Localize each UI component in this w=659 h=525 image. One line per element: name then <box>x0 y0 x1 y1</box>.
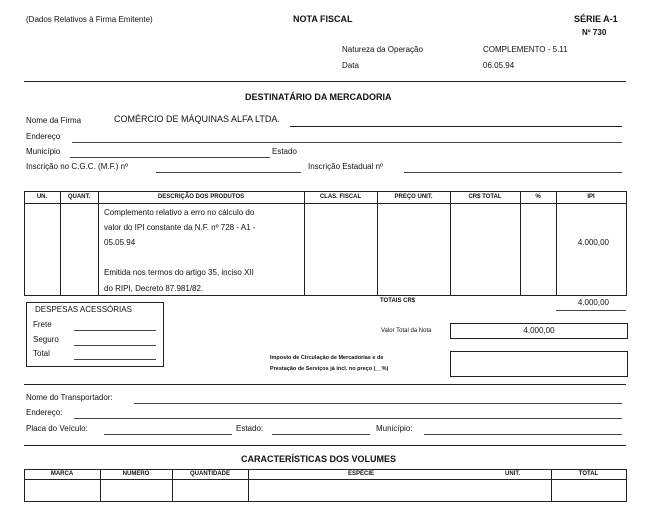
serie-label: SÉRIE A-1 <box>574 14 618 24</box>
table-top-line <box>24 191 627 192</box>
firma-value: COMÉRCIO DE MÁQUINAS ALFA LTDA. <box>114 114 280 124</box>
valor-total-box <box>450 323 628 339</box>
icms-label-line1: Imposto de Circulação de Mercadorias e de <box>270 355 384 361</box>
endereco-line <box>72 142 622 143</box>
volumes-title: CARACTERÍSTICAS DOS VOLUMES <box>241 454 397 464</box>
invoice-number: Nº 730 <box>582 28 607 37</box>
placa-label: Placa do Veículo: <box>26 424 88 433</box>
transportador-estado-line <box>272 434 370 435</box>
description-line: do RIPI, Decreto 87.981/82. <box>104 284 204 293</box>
table-col-line <box>98 191 99 295</box>
firma-label: Nome da Firma <box>26 116 82 125</box>
table-col-line <box>304 191 305 295</box>
data-label: Data <box>342 61 359 70</box>
col-header-quant: QUANT. <box>67 194 91 200</box>
description-line: Complemento relativo a erro no cálculo do <box>104 208 255 217</box>
volumes-divider <box>24 445 626 446</box>
despesas-title: DESPESAS ACESSÓRIAS <box>35 305 132 314</box>
transportador-estado-label: Estado: <box>236 424 264 433</box>
natureza-label: Natureza da Operação <box>342 45 423 54</box>
transportador-endereco-line <box>74 418 622 419</box>
cgc-line <box>156 172 301 173</box>
cgc-label: Inscrição no C.G.C. (M.F.) nº <box>26 162 129 171</box>
issuer-note: (Dados Relativos à Firma Emitente) <box>26 15 153 24</box>
document-title: NOTA FISCAL <box>293 14 353 24</box>
col-header-descricao: DESCRIÇÃO DOS PRODUTOS <box>157 194 245 200</box>
table-col-line <box>377 191 378 295</box>
volumes-header-line <box>24 479 627 480</box>
volumes-col-line <box>626 469 627 501</box>
seguro-label: Seguro <box>33 335 59 344</box>
total-label: Total <box>33 349 50 358</box>
col-header-percent: % <box>535 194 541 200</box>
col-header-preco-unit: PREÇO UNIT. <box>394 194 433 200</box>
icms-box <box>450 351 628 377</box>
placa-line <box>104 434 232 435</box>
table-bottom-line <box>24 295 627 296</box>
seguro-line <box>74 345 156 346</box>
estado-label: Estado <box>272 147 297 156</box>
table-col-line <box>450 191 451 295</box>
icms-label-line2: Prestação de Serviços já incl. no preço (__%) <box>270 366 389 372</box>
col-header-clas-fiscal: CLAS. FISCAL <box>319 194 362 200</box>
ie-label: Inscrição Estadual nº <box>308 162 383 171</box>
vol-header-unit: UNIT. <box>505 471 520 477</box>
table-header-line <box>24 203 627 204</box>
vol-header-especie: ESPÉCIE <box>347 471 374 477</box>
col-header-total: CR$ TOTAL <box>468 194 502 200</box>
col-header-un: UN. <box>36 194 48 200</box>
description-line: valor do IPI constante da N.F. nº 728 - A1 - <box>104 223 256 232</box>
totais-label: TOTAIS CR$ <box>380 298 416 304</box>
volumes-table-top <box>24 469 627 470</box>
transportador-municipio-line <box>424 434 622 435</box>
description-line: Emitida nos termos do artigo 35, inciso XII <box>104 268 254 277</box>
data-value: 06.05.94 <box>483 61 515 70</box>
table-col-line <box>60 191 61 295</box>
total-line <box>74 359 156 360</box>
volumes-table-bottom <box>24 501 627 502</box>
transportador-divider <box>24 384 626 385</box>
frete-label: Frete <box>33 320 52 329</box>
vol-header-total: TOTAL <box>578 471 599 477</box>
transportador-municipio-label: Município: <box>376 424 413 433</box>
totais-ipi-value: 4.000,00 <box>577 298 609 307</box>
ie-line <box>404 172 622 173</box>
vol-header-numero: NÚMERO <box>122 471 150 477</box>
destinatario-title: DESTINATÁRIO DA MERCADORIA <box>245 92 392 102</box>
valor-total-label: Valor Total da Nota <box>381 328 432 334</box>
valor-total-value: 4.000,00 <box>523 326 555 335</box>
totais-line <box>556 310 626 311</box>
municipio-label: Município <box>26 147 61 156</box>
transportador-nome-line <box>134 403 622 404</box>
frete-line <box>74 330 156 331</box>
natureza-value: COMPLEMENTO - 5.11 <box>483 45 568 54</box>
municipio-line <box>70 157 270 158</box>
table-col-line <box>24 191 25 295</box>
ipi-value: 4.000,00 <box>577 238 609 247</box>
transportador-endereco-label: Endereço: <box>26 408 63 417</box>
vol-header-quantidade: QUANTIDADE <box>190 471 230 477</box>
endereco-label: Endereço <box>26 132 61 141</box>
transportador-nome-label: Nome do Transportador: <box>26 393 113 402</box>
firma-line <box>290 126 622 127</box>
table-col-line <box>626 191 627 295</box>
vol-header-marca: MARCA <box>50 471 74 477</box>
header-divider <box>24 81 626 82</box>
table-col-line <box>520 191 521 295</box>
col-header-ipi: IPI <box>587 194 595 200</box>
description-line: 05.05.94 <box>104 238 136 247</box>
